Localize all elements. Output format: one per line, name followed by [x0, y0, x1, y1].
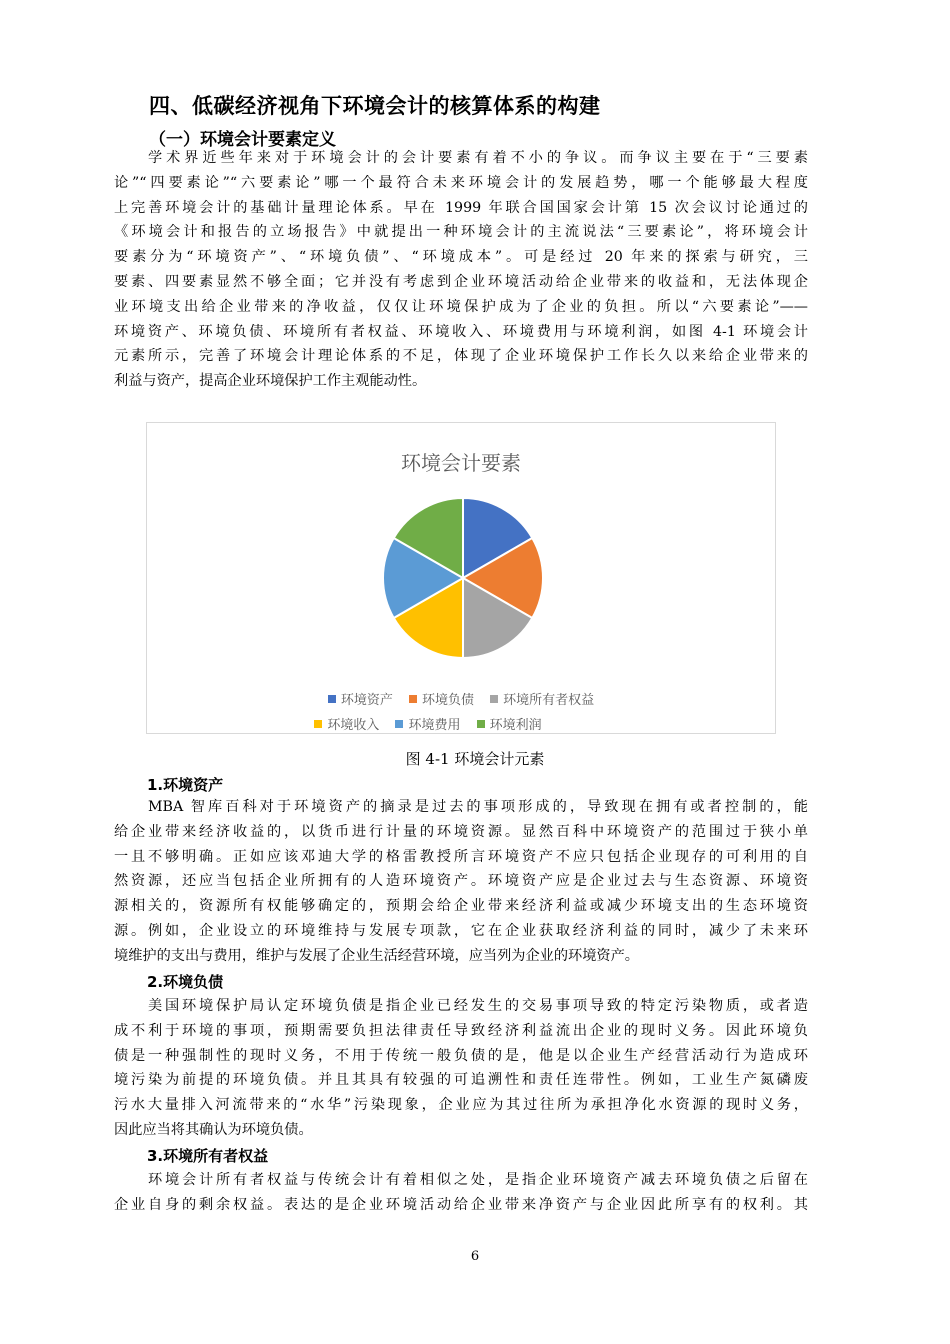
legend-item-profit	[477, 714, 542, 733]
chart-legend-row-2	[114, 714, 742, 733]
figure-caption: 图 4-1 环境会计元素	[405, 750, 545, 768]
legend-label: 环境收入	[327, 718, 380, 733]
legend-swatch	[314, 720, 322, 728]
intro-paragraph	[114, 146, 808, 394]
paragraph-line: 境维护的支出与费用，维护与发展了企业生活经营环境，应当列为企业的环境资产。	[114, 947, 639, 964]
paragraph-line: 学术界近些年来对于环境会计的会计要素有着不小的争议。而争议主要在于“三要素	[148, 150, 808, 166]
paragraph-line: 源相关的，资源所有权能够确定的，预期会给企业带来经济利益或减少环境支出的生态环境资	[114, 898, 808, 915]
pie-plot	[147, 423, 775, 733]
paragraph-line: 环境资产、环境负债、环境所有者权益、环境收入、环境费用与环境利润，如图 4-1 环境会计	[114, 323, 808, 340]
subsection-heading: （一）环境会计要素定义	[149, 130, 336, 150]
paragraph-line: 要素分为“环境资产”、“环境负债”、“环境成本”。可是经过 20 年来的探索与研究，三	[114, 249, 808, 266]
legend-swatch	[395, 720, 403, 728]
chart-legend-row-1	[147, 689, 775, 708]
paragraph-line: 元素所示，完善了环境会计理论体系的不足，体现了企业环境保护工作长久以来给企业带来的	[114, 348, 808, 365]
paragraph-assets	[114, 795, 808, 969]
pie-chart	[146, 422, 776, 734]
paragraph-liabilities	[114, 994, 808, 1143]
paragraph-line: 污水大量排入河流带来的“水华”污染现象，企业应为其过往所为承担净化水资源的现时义务，	[114, 1097, 808, 1114]
paragraph-line: 境污染为前提的环境负债。并且其具有较强的可追溯性和责任连带性。例如，工业生产氮磷废	[114, 1072, 808, 1089]
paragraph-line: 因此应当将其确认为环境负债。	[114, 1121, 313, 1138]
paragraph-equity	[114, 1168, 808, 1218]
subheading-liabilities: 2.环境负债	[147, 973, 224, 991]
paragraph-line: 源。例如，企业设立的环境维持与发展专项款，它在企业获取经济利益的同时，减少了未来环	[114, 922, 808, 939]
legend-item-liabilities	[409, 689, 474, 708]
legend-item-revenue	[314, 714, 379, 733]
paragraph-line: 美国环境保护局认定环境负债是指企业已经发生的交易事项导致的特定污染物质，或者造	[148, 998, 808, 1014]
paragraph-line: 给企业带来经济收益的，以货币进行计量的环境资源。显然百科中环境资产的范围过于狭小单	[114, 823, 808, 840]
legend-item-assets	[328, 689, 393, 708]
legend-label: 环境费用	[408, 718, 461, 733]
subheading-equity: 3.环境所有者权益	[147, 1147, 269, 1165]
paragraph-line: 要素、四要素显然不够全面；它并没有考虑到企业环境活动给企业带来的收益和，无法体现企	[114, 273, 808, 290]
chart-title: 环境会计要素	[401, 451, 521, 475]
paragraph-line: 成不利于环境的事项，预期需要负担法律责任导致经济利益流出企业的现时义务。因此环境负	[114, 1022, 808, 1039]
paragraph-line: 论”“四要素论”“六要素论”哪一个最符合未来环境会计的发展趋势，哪一个能够最大程度	[114, 174, 808, 191]
legend-item-equity	[490, 689, 594, 708]
paragraph-line: 债是一种强制性的现时义务，不用于传统一般负债的是，他是以企业生产经营活动行为造成环	[114, 1047, 808, 1064]
legend-swatch	[477, 720, 485, 728]
legend-label: 环境利润	[489, 718, 542, 733]
paragraph-line: 上完善环境会计的基础计量理论体系。早在 1999 年联合国国家会计第 15 次会议讨论通过的	[114, 199, 808, 216]
paragraph-line: 业环境支出给企业带来的净收益，仅仅让环境保护成为了企业的负担。所以“六要素论”——	[114, 298, 808, 315]
legend-swatch	[409, 695, 417, 703]
section-heading: 四、低碳经济视角下环境会计的核算体系的构建	[149, 94, 601, 118]
paragraph-line: MBA 智库百科对于环境资产的摘录是过去的事项形成的，导致现在拥有或者控制的，能	[148, 799, 808, 815]
paragraph-line: 企业自身的剩余权益。表达的是企业环境活动给企业带来净资产与企业因此所享有的权利。其	[114, 1196, 808, 1213]
paragraph-line: 然资源，还应当包括企业所拥有的人造环境资产。环境资产应是企业过去与生态资源、环境资	[114, 873, 808, 890]
paragraph-line: 一且不够明确。正如应该邓迪大学的格雷教授所言环境资产不应只包括企业现存的可利用的自	[114, 848, 808, 865]
paragraph-line: 环境会计所有者权益与传统会计有着相似之处，是指企业环境资产减去环境负债之后留在	[148, 1172, 808, 1188]
page-number: 6	[470, 1249, 480, 1264]
legend-swatch	[490, 695, 498, 703]
legend-item-expenses	[395, 714, 460, 733]
legend-label: 环境负债	[421, 693, 474, 708]
subheading-assets: 1.环境资产	[147, 776, 224, 794]
paragraph-line: 利益与资产，提高企业环境保护工作主观能动性。	[114, 373, 427, 390]
legend-label: 环境所有者权益	[503, 693, 595, 708]
paragraph-line: 《环境会计和报告的立场报告》中就提出一种环境会计的主流说法“三要素论”，将环境会计	[114, 224, 808, 241]
legend-swatch	[328, 695, 336, 703]
legend-label: 环境资产	[340, 693, 393, 708]
